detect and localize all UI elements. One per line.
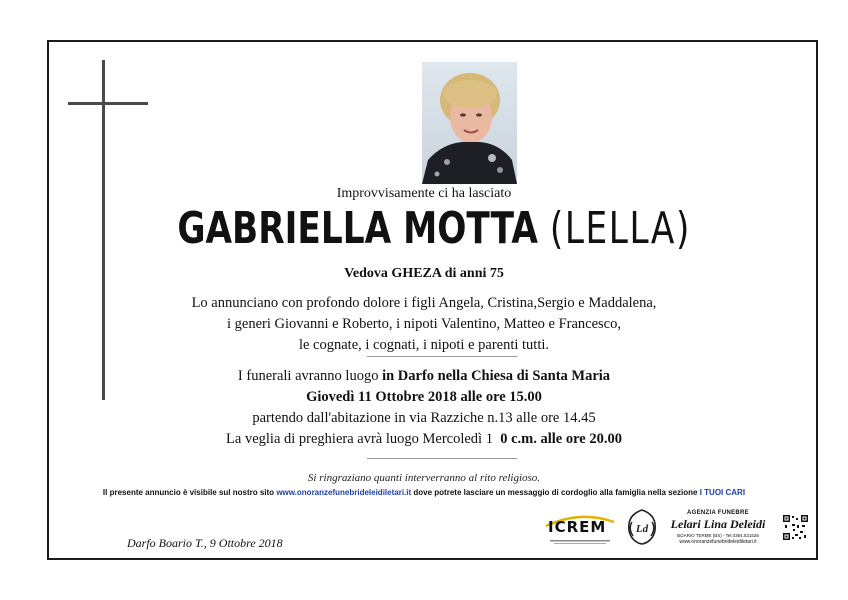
- agency-name: Lelari Lina Deleidi: [670, 517, 766, 531]
- notice-text: Il presente annuncio è visibile sul nostro sito: [102, 488, 275, 497]
- funeral-line: [0, 366, 848, 387]
- website-link[interactable]: www.onoranzefunebrideleidiletari.it: [276, 488, 412, 497]
- vigil-text: La veglia di preghiera avrà luogo Mercoledì 1: [226, 431, 493, 447]
- agency-address: BOARIO TERME (BS) - Tel.0364.531526: [677, 533, 759, 538]
- agency-website: www.onoranzefunebrideleidiletari.it: [679, 539, 757, 545]
- funeral-date-text: Giovedì 11 Ottobre 2018 alle ore 15.00: [306, 389, 542, 405]
- intro-text: Improvvisamente ci ha lasciato: [336, 186, 512, 201]
- agency-emblem-icon: [625, 508, 659, 546]
- icrem-logo-text: ICREM: [548, 518, 607, 536]
- name-main: GABRIELLA MOTTA: [177, 203, 538, 254]
- deceased-name: [103, 203, 764, 254]
- vigil-time: 0 c.m. alle ore 20.00: [500, 431, 622, 447]
- agency-logo: [664, 510, 772, 545]
- announcement: [0, 293, 848, 356]
- svg-text:Ld: Ld: [635, 523, 649, 535]
- funeral-date: [0, 387, 848, 408]
- announcement-line: le cognate, i cognati, i nipoti e parenti tutti.: [298, 337, 550, 353]
- announcement-line: i generi Giovanni e Roberto, i nipoti Valentino, Matteo e Francesco,: [227, 316, 621, 332]
- funeral-location: in Darfo nella Chiesa di Santa Maria: [382, 368, 611, 384]
- place-and-date: Darfo Boario T., 9 Ottobre 2018: [127, 536, 283, 550]
- icrem-logo: [540, 512, 620, 548]
- divider: [367, 356, 517, 357]
- portrait-photo: [422, 62, 517, 184]
- qr-code-icon: [783, 515, 808, 540]
- divider: [367, 458, 517, 459]
- agency-label: AGENZIA FUNEBRE: [687, 510, 749, 516]
- widow-age-line: Vedova GHEZA di anni 75: [344, 266, 504, 281]
- website-notice: [0, 488, 848, 497]
- section-link[interactable]: I TUOI CARI: [699, 488, 746, 497]
- announcement-line: Lo annunciano con profondo dolore i figli Angela, Cristina,Sergio e Maddalena,: [191, 295, 657, 311]
- departure-line: partendo dall'abitazione in via Razziche n.13 alle ore 14.45: [252, 410, 596, 426]
- funeral-intro: I funerali avranno luogo: [237, 368, 383, 384]
- funeral-details: [0, 366, 848, 450]
- thanks-text: Si ringraziano quanti interverranno al rito religioso.: [307, 472, 541, 484]
- vigil-line: [0, 429, 848, 450]
- notice-text: dove potrete lasciare un messaggio di cordoglio alla famiglia nella sezione: [413, 488, 698, 497]
- name-nickname: (LELLA): [549, 203, 691, 254]
